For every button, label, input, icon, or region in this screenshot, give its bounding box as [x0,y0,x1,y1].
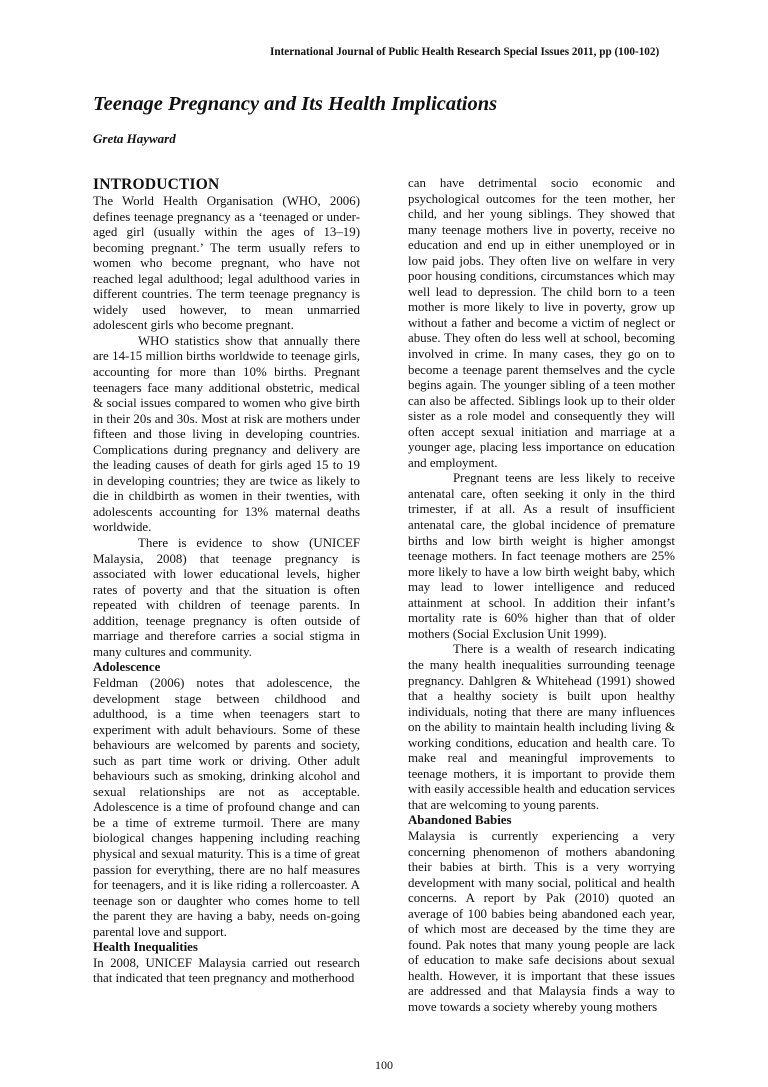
article-author: Greta Hayward [93,131,176,146]
right-column [408,176,675,1016]
page-number: 100 [375,1058,393,1072]
left-column [93,176,360,987]
adolescence-paragraph: Feldman (2006) notes that adolescence, the development stage between childhood and adulthood, is a time when teenagers start to experiment with adult behaviours. Some of these behaviours are welcomed by parents and society, such as part time work or driving. Other adult behaviours such as smoking, drinking alcohol and sexual relationships are not as acceptable. Adolescence is a time of profound change and can be a time of extreme turmoil. There are many biological changes happening including reaching physical and sexual maturity. This is a time of great passion for everything, there are no half measures for teenagers, and it is like riding a rollercoaster. A teenage son or daughter who comes home to tell the parent they are having a baby, needs on-going parental love and support. [93,675,360,939]
intro-paragraph-1: The World Health Organisation (WHO, 2006) defines teenage pregnancy as a ‘teenaged or under-aged girl (usually within the ages of 13–19) becoming pregnant.’ The term usually refers to women who become pregnant, who have not reached legal adulthood; legal adulthood varies in different countries. The term teenage pregnancy is widely used however, to mean unmarried adolescent girls who become pregnant. [93,194,360,333]
health-inequalities-paragraph: In 2008, UNICEF Malaysia carried out research that indicated that teen pregnancy and motherhood [93,955,360,986]
adolescence-heading: Adolescence [93,660,161,675]
continued-paragraph-2: Pregnant teens are less likely to receive antenatal care, often seeking it only in the third trimester, if at all. As a result of insufficient antenatal care, the global incidence of premature births and low birth weight is higher amongst teenage mothers. In fact teenage mothers are 25% more likely to have a low birth weight baby, which may lead to lower intelligence and reduced attainment at school. In addition their infant’s mortality rate is 60% higher than that of older mothers (Social Exclusion Unit 1999). [408,471,675,641]
journal-header: International Journal of Public Health Research Special Issues 2011, pp (100-102) [270,46,660,58]
introduction-heading: INTRODUCTION [93,176,220,193]
intro-paragraph-3: There is evidence to show (UNICEF Malaysia, 2008) that teenage pregnancy is associated with lower educational levels, higher rates of poverty and that the situation is often repeated with children of teenage parents. In addition, teenage pregnancy is often outside of marriage and therefore carries a social stigma in many cultures and community. [93,536,360,659]
article-title: Teenage Pregnancy and Its Health Implications [93,93,498,115]
intro-paragraph-2: WHO statistics show that annually there are 14-15 million births worldwide to teenage girls, accounting for more than 10% births. Pregnant teenagers face many additional obstetric, medical & social issues compared to women who give birth in their 20s and 30s. Most at risk are mothers under fifteen and those living in developing countries. Complications during pregnancy and delivery are the leading causes of death for girls aged 15 to 19 in developing countries; they are twice as likely to die in childbirth as women in their twenties, with adolescents accounting for 13% maternal deaths worldwide. [93,333,360,535]
health-inequalities-heading: Health Inequalities [93,940,198,955]
abandoned-babies-paragraph: Malaysia is currently experiencing a very concerning phenomenon of mothers abandoning their babies at birth. This is a very worrying development with many social, political and health concerns. A report by Pak (2010) quoted an average of 100 babies being abandoned each year, of which most are deceased by the time they are found. Pak notes that many young people are lack of education to make safe decisions about sexual health. However, it is important that these issues are addressed and that Malaysia finds a way to move towards a society whereby young mothers [408,828,675,1014]
continued-paragraph-3: There is a wealth of research indicating the many health inequalities surrounding teenage pregnancy. Dahlgren & Whitehead (1991) showed that a healthy society is built upon healthy individuals, noting that there are many influences on the ability to maintain health including living & working conditions, education and health care. To make real and meaningful improvements to teenage mothers, it is important to provide them with easily accessible health and education services that are welcoming to young parents. [408,642,675,812]
abandoned-babies-heading: Abandoned Babies [408,813,512,828]
continued-paragraph-1: can have detrimental socio economic and psychological outcomes for the teen mother, her child, and her young siblings. They showed that many teenage mothers live in poverty, receive no education and end up in either unemployed or in low paid jobs. They often live on welfare in very poor housing conditions, circumstances which may well lead to depression. The child born to a teen mother is more likely to live in poverty, grow up without a father and become a victim of neglect or abuse. They often do less well at school, becoming involved in crime. In many cases, they go on to become a teenage parent themselves and the cycle begins again. The younger sibling of a teen mother can also be affected. Siblings look up to their older sister as a role model and consequently they will often accept sexual initiation and marriage at a younger age, placing less importance on education and employment. [408,176,675,470]
